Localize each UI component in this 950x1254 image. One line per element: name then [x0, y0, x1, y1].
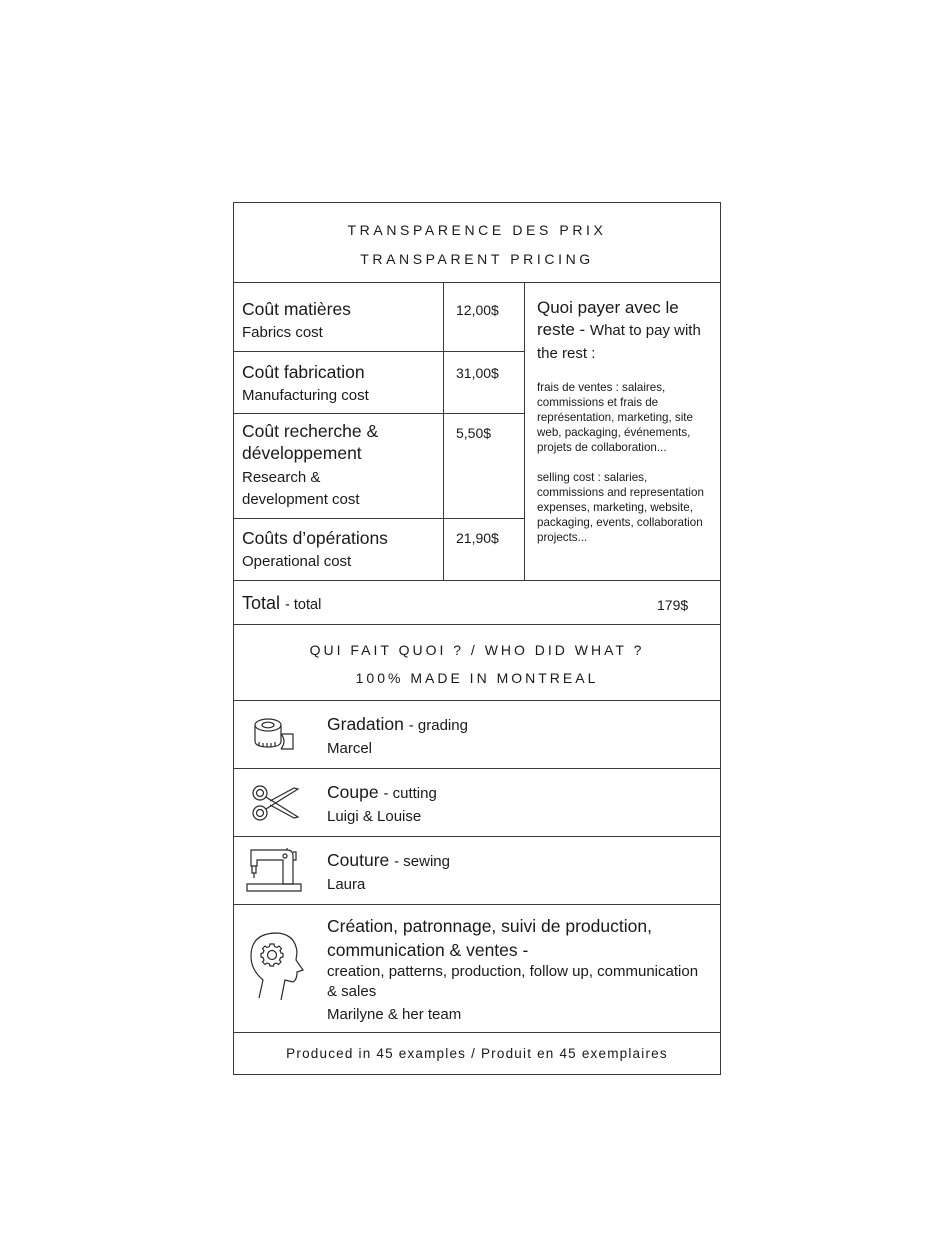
who-subtitle: 100% MADE IN MONTREAL [355, 670, 599, 686]
cost-price: 12,00$ [456, 302, 499, 318]
production-note: Produced in 45 examples / Produit en 45 exemplaires [286, 1046, 668, 1061]
role-people: Laura [327, 876, 366, 893]
scissors-icon [250, 784, 302, 822]
column-divider [524, 282, 525, 580]
cost-subtitle: Fabrics cost [242, 324, 323, 341]
total-label [242, 593, 321, 614]
role-title-en: - grading [408, 717, 468, 734]
cost-subtitle: Manufacturing cost [242, 387, 369, 404]
who-title: QUI FAIT QUOI ? / WHO DID WHAT ? [309, 642, 645, 658]
measuring-tape-icon [251, 717, 297, 753]
column-divider [443, 282, 444, 580]
divider [233, 351, 524, 352]
role-text [327, 849, 717, 896]
role-title-fr: Gradation [327, 714, 404, 734]
rest-body-en: selling cost : salaries, commissions and representation expenses, marketing, website, packaging, events, collaboration projects... [537, 471, 704, 544]
cost-title: Coût recherche & développement [242, 421, 379, 463]
divider [233, 624, 721, 625]
role-people: Marilyne & her team [327, 1006, 462, 1023]
cost-price: 5,50$ [456, 425, 492, 441]
rest-title-en: What to pay with the rest : [537, 322, 701, 362]
divider [233, 836, 721, 837]
cost-price: 31,00$ [456, 365, 499, 381]
role-title-en: - cutting [383, 785, 437, 802]
role-title-fr: Couture [327, 850, 390, 870]
divider [233, 518, 524, 519]
role-title-en: - sewing [394, 853, 450, 870]
divider [233, 282, 721, 283]
title-fr: TRANSPARENCE DES PRIX [347, 222, 607, 238]
role-text [327, 713, 717, 760]
rest-explanation [537, 297, 717, 560]
role-people: Marcel [327, 740, 373, 757]
total-label-en: - total [285, 597, 322, 613]
title-en: TRANSPARENT PRICING [360, 251, 594, 267]
cost-subtitle: Research & development cost [242, 469, 360, 508]
sewing-machine-icon [245, 846, 305, 894]
total-value: 179$ [657, 597, 689, 613]
cost-subtitle: Operational cost [242, 553, 352, 570]
rest-title [537, 297, 717, 365]
cost-title: Coût fabrication [242, 362, 365, 382]
cost-title: Coût matières [242, 299, 351, 319]
cost-price: 21,90$ [456, 530, 499, 546]
role-text [327, 781, 717, 828]
role-people: Luigi & Louise [327, 808, 422, 825]
total-label-fr: Total [242, 593, 281, 613]
divider [233, 1032, 721, 1033]
rest-body-fr: frais de ventes : salaires, commissions et frais de représentation, marketing, site web, packaging, événements, projets de collaboration... [537, 381, 693, 454]
rest-title-fr: Quoi payer avec le reste - [537, 298, 679, 339]
role-title-fr: Création, patronnage, suivi de production, communication & ventes - [327, 916, 652, 960]
role-text [327, 914, 707, 1026]
role-title-en: creation, patterns, production, follow up, communication & sales [327, 963, 699, 1000]
head-gear-icon [249, 930, 305, 1002]
divider [233, 768, 721, 769]
divider [233, 904, 721, 905]
cost-title: Coûts d’opérations [242, 528, 388, 548]
divider [233, 413, 524, 414]
divider [233, 580, 721, 581]
role-title-fr: Coupe [327, 782, 379, 802]
divider [233, 700, 721, 701]
